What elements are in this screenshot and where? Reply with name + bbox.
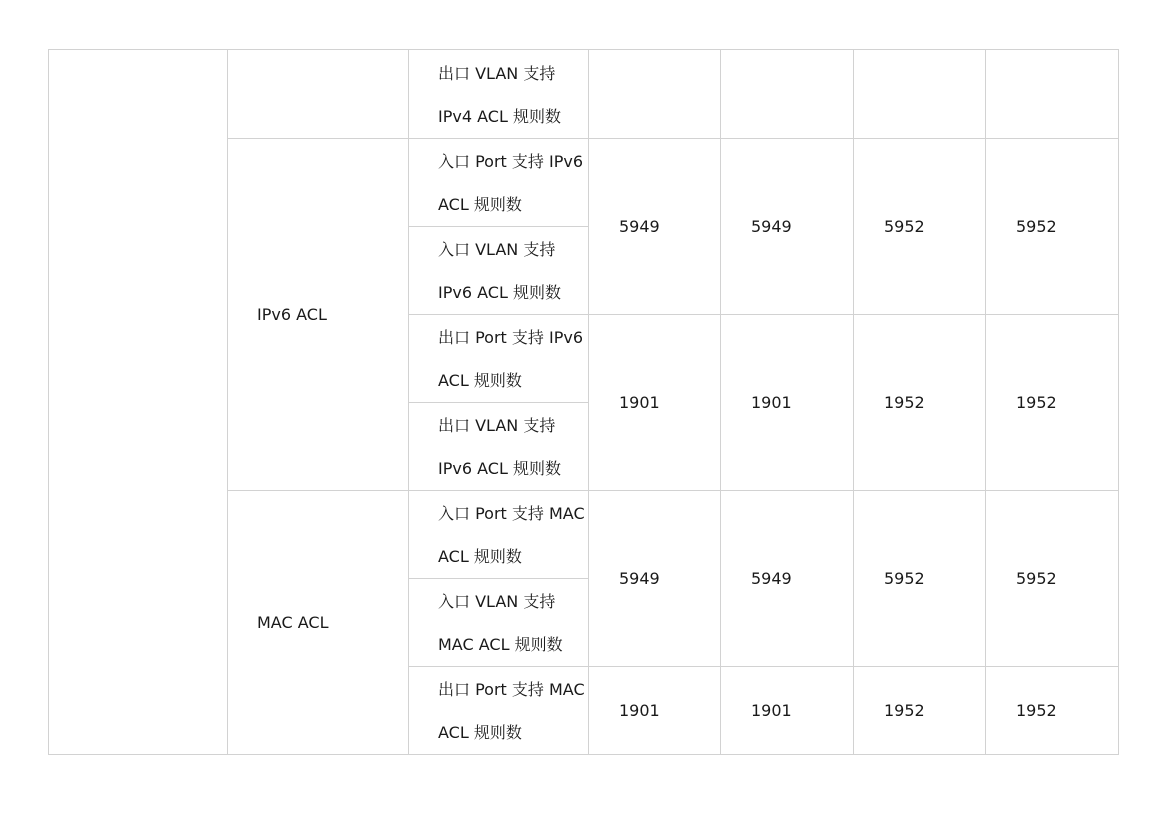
value-cell — [985, 666, 1119, 755]
item-line2: ACL 规则数 — [438, 195, 522, 214]
value-text: 1901 — [619, 393, 660, 412]
value-text: 5949 — [619, 569, 660, 588]
value-text: 5952 — [884, 569, 925, 588]
item-line1: 出口 Port 支持 IPv6 — [438, 328, 583, 347]
category-cell-mac-acl — [227, 490, 409, 755]
value-text: 5949 — [751, 569, 792, 588]
value-text: 1952 — [884, 701, 925, 720]
value-text: 5952 — [1016, 217, 1057, 236]
value-cell — [588, 666, 721, 755]
value-cell-empty — [853, 49, 986, 139]
value-cell — [588, 314, 721, 491]
value-text: 1901 — [751, 393, 792, 412]
item-cell-ingress-port-ipv6 — [408, 138, 589, 227]
item-cell-egress-port-ipv6 — [408, 314, 589, 403]
category-cell-ipv6-acl — [227, 138, 409, 491]
value-cell-empty — [985, 49, 1119, 139]
value-text: 5952 — [884, 217, 925, 236]
value-cell — [720, 490, 854, 667]
value-cell — [588, 138, 721, 315]
item-line1: 入口 VLAN 支持 — [438, 592, 556, 611]
item-line2: ACL 规则数 — [438, 547, 522, 566]
value-cell — [853, 314, 986, 491]
value-cell — [588, 490, 721, 667]
item-line2: IPv4 ACL 规则数 — [438, 107, 561, 126]
value-text: 5952 — [1016, 569, 1057, 588]
item-cell-egress-vlan-ipv4 — [408, 49, 589, 139]
value-cell — [853, 138, 986, 315]
category-label: MAC ACL — [257, 613, 329, 632]
item-cell-ingress-vlan-mac — [408, 578, 589, 667]
value-text: 5949 — [751, 217, 792, 236]
value-cell-empty — [588, 49, 721, 139]
blank-first-column-cell — [48, 49, 228, 755]
item-line1: 出口 VLAN 支持 — [438, 64, 556, 83]
blank-category-cell — [227, 49, 409, 139]
item-line2: IPv6 ACL 规则数 — [438, 283, 561, 302]
value-cell — [853, 490, 986, 667]
value-cell — [720, 314, 854, 491]
value-cell — [853, 666, 986, 755]
category-label: IPv6 ACL — [257, 305, 327, 324]
value-cell — [985, 314, 1119, 491]
item-cell-egress-port-mac — [408, 666, 589, 755]
value-text: 1901 — [751, 701, 792, 720]
value-text: 5949 — [619, 217, 660, 236]
item-line2: ACL 规则数 — [438, 723, 522, 742]
value-text: 1952 — [884, 393, 925, 412]
value-cell-empty — [720, 49, 854, 139]
value-cell — [720, 138, 854, 315]
item-cell-ingress-vlan-ipv6 — [408, 226, 589, 315]
item-line1: 出口 VLAN 支持 — [438, 416, 556, 435]
value-text: 1901 — [619, 701, 660, 720]
value-cell — [720, 666, 854, 755]
value-text: 1952 — [1016, 393, 1057, 412]
item-line1: 出口 Port 支持 MAC — [438, 680, 585, 699]
item-line1: 入口 VLAN 支持 — [438, 240, 556, 259]
item-line2: MAC ACL 规则数 — [438, 635, 563, 654]
item-line2: ACL 规则数 — [438, 371, 522, 390]
value-text: 1952 — [1016, 701, 1057, 720]
value-cell — [985, 490, 1119, 667]
item-cell-ingress-port-mac — [408, 490, 589, 579]
item-line2: IPv6 ACL 规则数 — [438, 459, 561, 478]
value-cell — [985, 138, 1119, 315]
item-line1: 入口 Port 支持 IPv6 — [438, 152, 583, 171]
item-line1: 入口 Port 支持 MAC — [438, 504, 585, 523]
item-cell-egress-vlan-ipv6 — [408, 402, 589, 491]
